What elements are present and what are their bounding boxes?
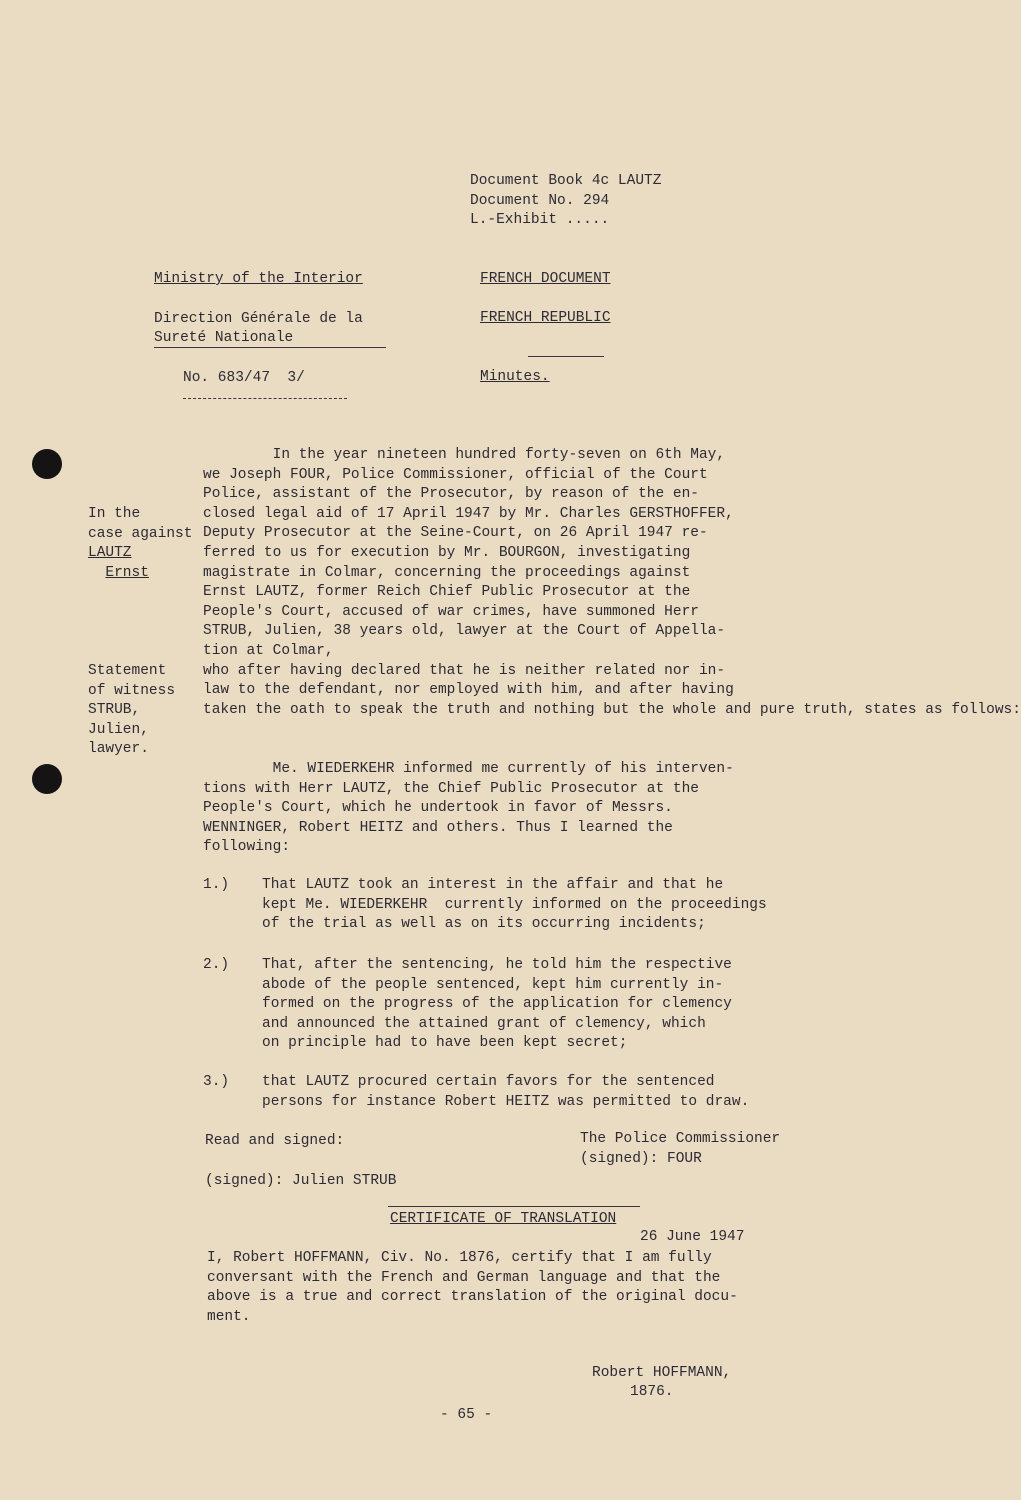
document-reference	[470, 172, 661, 231]
commissioner-signature: The Police Commissioner (signed): FOUR	[580, 1131, 781, 1167]
doc-book: Document Book 4c LAUTZ	[470, 173, 662, 189]
witness-signature: (signed): Julien STRUB	[205, 1173, 397, 1189]
doc-number: Document No. 294	[470, 192, 610, 209]
punch-hole-top	[32, 449, 62, 479]
republic-rule	[528, 356, 604, 357]
certificate-date: 26 June 1947	[640, 1229, 745, 1245]
ministry-title: Ministry of the Interior	[154, 271, 363, 287]
direction-line1: Direction Générale de la	[154, 311, 363, 327]
minutes-label: Minutes.	[480, 369, 550, 385]
list-item-1: That LAUTZ took an interest in the affair and that he kept Me. WIEDERKEHR currently informed on the proceedings of the trial as well as on its occurring incidents;	[262, 877, 767, 933]
statement-paragraph: Me. WIEDERKEHR informed me currently of his interven- tions with Herr LAUTZ, the Chief Public Prosecutor at the People's Court, which he undertook in favor of Messrs. WENNINGER, Robert HEITZ and others. Thus I learned the following:	[203, 761, 734, 856]
margin-note-statement: Statement of witness STRUB, Julien, lawyer.	[88, 663, 176, 758]
page-number: - 65 -	[440, 1407, 493, 1423]
list-item-2: That, after the sentencing, he told him the respective abode of the people sentenced, kept him currently in- formed on the progress of the application for clemency and announced the attained grant of clemency, which on principle had to have been kept secret;	[262, 957, 732, 1052]
file-number: No. 683/47 3/	[183, 370, 305, 386]
direction-rule	[154, 347, 386, 348]
direction-line2: Sureté Nationale	[154, 330, 294, 346]
main-paragraph: In the year nineteen hundred forty-seven on 6th May, we Joseph FOUR, Police Commissioner, official of the Court Police, assistant of the Prosecutor, by reason of the en- closed legal aid of 17 April 1947 by Mr. Charles GERSTHOFFER, Deputy Prosecutor at the Seine-Court, on 26 April 1947 re- ferred to us for execution by Mr. BOURGON, investigating magistrate in Colmar, concerning the proceedings against Ernst LAUTZ, former Reich Chief Public Prosecutor at the People's Court, accused of war crimes, have summoned Herr STRUB, Julien, 38 years old, lawyer at the Court of Appella- tion at Colmar, who after having declared that he is neither related nor in- law to the defendant, nor employed with him, and after having taken the oath to speak the truth and nothing but the whole and pure truth, states as follows:	[203, 447, 1021, 718]
certificate-top-rule	[388, 1206, 640, 1207]
punch-hole-bottom	[32, 764, 62, 794]
list-item-3: that LAUTZ procured certain favors for the sentenced persons for instance Robert HEITZ was permitted to draw.	[262, 1074, 750, 1110]
certificate-title: CERTIFICATE OF TRANSLATION	[390, 1211, 617, 1227]
margin-note-case: In the case against LAUTZ Ernst	[88, 506, 193, 581]
list-number-1: 1.)	[203, 877, 230, 893]
list-number-2: 2.)	[203, 957, 230, 973]
translator-name: Robert HOFFMANN,	[592, 1365, 732, 1381]
read-and-signed: Read and signed:	[205, 1133, 345, 1149]
list-number-3: 3.)	[203, 1074, 230, 1090]
exhibit-label: L.-Exhibit .....	[470, 212, 610, 229]
file-number-dashes	[183, 398, 347, 399]
french-document-label: FRENCH DOCUMENT	[480, 271, 611, 287]
translator-number: 1876.	[630, 1384, 674, 1400]
french-republic-label: FRENCH REPUBLIC	[480, 310, 611, 326]
certificate-text: I, Robert HOFFMANN, Civ. No. 1876, certify that I am fully conversant with the French and German language and that the above is a true and correct translation of the original docu- ment.	[207, 1250, 738, 1325]
